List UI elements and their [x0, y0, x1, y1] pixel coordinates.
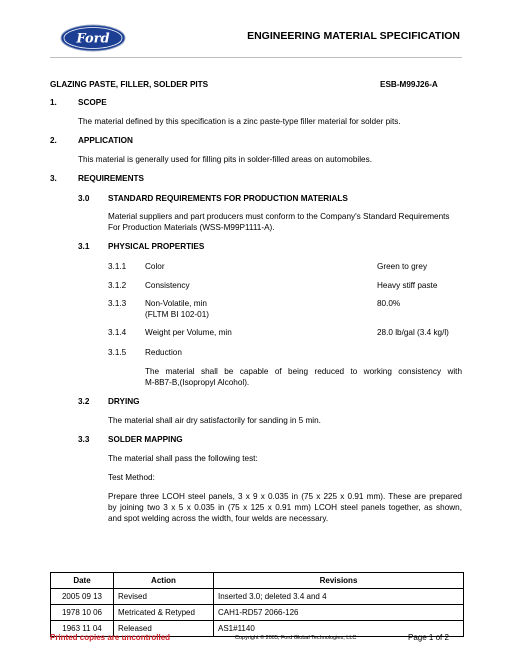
property-number: 3.1.4 [108, 328, 127, 337]
revision-detail: Inserted 3.0; deleted 3.4 and 4 [214, 589, 464, 605]
standard-text-line: For Production Materials (WSS-M99P1111-A). [108, 223, 275, 232]
revision-detail: AS1#1140 [214, 621, 464, 637]
uncontrolled-copy-notice: Printed copies are uncontrolled [50, 633, 171, 642]
solder-procedure-line: Prepare three LCOH steel panels, 3 x 9 x 0.035 in (75 x 225 x 0.91 mm). These are prepared [108, 492, 462, 501]
section-number: 2. [50, 136, 57, 145]
document-number: ESB-M99J26-A [380, 80, 438, 89]
property-number: 3.1.5 [108, 348, 127, 357]
section-title: REQUIREMENTS [78, 174, 144, 183]
table-header-row [51, 573, 464, 589]
section-number: 1. [50, 98, 57, 107]
drying-text: The material shall air dry satisfactorily for sanding in 5 min. [108, 416, 321, 425]
property-value: 80.0% [377, 299, 401, 308]
section-number: 3. [50, 174, 57, 183]
property-label: Weight per Volume, min [145, 328, 232, 337]
revision-action: Metricated & Retyped [114, 605, 214, 621]
subsection-number: 3.3 [78, 435, 90, 444]
column-header: Date [51, 573, 114, 589]
revision-action: Revised [114, 589, 214, 605]
property-label: Non-Volatile, min [145, 299, 207, 308]
solder-procedure-line: and spot welding across the width, four welds are necessary. [108, 514, 329, 523]
table-row [51, 589, 464, 605]
page-number: Page 1 of 2 [408, 633, 449, 642]
subsection-title: PHYSICAL PROPERTIES [108, 242, 205, 251]
revision-date: 1963 11 04 [51, 621, 114, 637]
revision-table [50, 572, 464, 637]
subsection-title: STANDARD REQUIREMENTS FOR PRODUCTION MATERIALS [108, 194, 348, 203]
subsection-number: 3.2 [78, 397, 90, 406]
solder-text: The material shall pass the following test: [108, 454, 258, 463]
section-title: SCOPE [78, 98, 107, 107]
property-label: Reduction [145, 348, 182, 357]
test-method-label: Test Method: [108, 473, 155, 482]
section-title: APPLICATION [78, 136, 133, 145]
revision-date: 1978 10 06 [51, 605, 114, 621]
document-title: GLAZING PASTE, FILLER, SOLDER PITS [50, 80, 209, 89]
revision-detail: CAH1-RD57 2066-126 [214, 605, 464, 621]
header-divider [50, 57, 462, 58]
ford-logo-text: Ford [76, 31, 110, 47]
property-sublabel: (FLTM BI 102-01) [145, 310, 209, 319]
property-value: 28.0 lb/gal (3.4 kg/l) [377, 328, 449, 337]
property-number: 3.1.1 [108, 262, 127, 271]
subsection-number: 3.0 [78, 194, 90, 203]
property-label: Color [145, 262, 165, 271]
scope-text: The material defined by this specification is a zinc paste-type filler material for solder pits. [78, 117, 401, 126]
property-label: Consistency [145, 281, 190, 290]
reduction-text-line: The material shall be capable of being reduced to working consistency with [145, 367, 462, 376]
revision-action: Released [114, 621, 214, 637]
header-title: ENGINEERING MATERIAL SPECIFICATION [247, 30, 460, 42]
revision-date: 2005 09 13 [51, 589, 114, 605]
column-header: Revisions [214, 573, 464, 589]
solder-procedure-line: by joining two 3 x 5 x 0.035 in (75 x 125 x 0.91 mm) LCOH steel panels together, as shown, [108, 503, 462, 512]
ford-logo [60, 24, 126, 52]
property-number: 3.1.3 [108, 299, 127, 308]
property-value: Heavy stiff paste [377, 281, 438, 290]
subsection-number: 3.1 [78, 242, 90, 251]
table-row [51, 605, 464, 621]
reduction-text-line: M-8B7-B,(Isopropyl Alcohol). [145, 378, 250, 387]
column-header: Action [114, 573, 214, 589]
property-number: 3.1.2 [108, 281, 127, 290]
standard-text-line: Material suppliers and part producers must conform to the Company's Standard Requirements [108, 212, 450, 221]
property-value: Green to grey [377, 262, 428, 271]
subsection-title: SOLDER MAPPING [108, 435, 183, 444]
application-text: This material is generally used for filling pits in solder-filled areas on automobiles. [78, 155, 372, 164]
copyright-notice: Copyright © 2005, Ford Global Technologies, LLC [235, 635, 357, 641]
subsection-title: DRYING [108, 397, 140, 406]
